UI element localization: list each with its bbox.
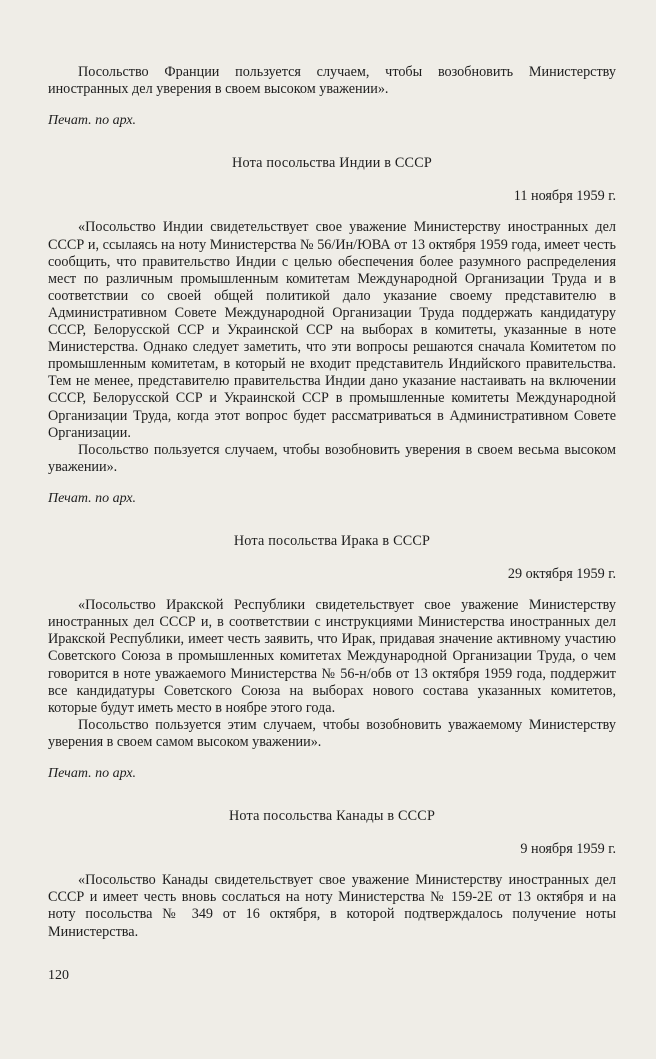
india-note <box>48 155 616 507</box>
note-paragraph: «Посольство Иракской Республики свидетельствует свое уважение Министерству иностранных дел СССР и, в соответствии с инструкциями Министерства иностранных дел Иракской Республики, имеет честь заявить, что Ирак, придавая значение активному участию Советского Союза в промышленных комитетах Международной Организации Труда, о чем говорится в ноте уважаемого Министерства № 56-н/обв от 13 октября 1959 года, поддержит все кандидатуры Советского Союза на выборах нового состава указанных комитетов, которые будут иметь место в ноябре этого года. <box>48 597 616 716</box>
french-note-closing: Посольство Франции пользуется случаем, чтобы возобновить Министерству иностранных дел уверения в своем высоком уважении». <box>48 64 616 98</box>
canada-note <box>48 808 616 941</box>
note-date: 11 ноября 1959 г. <box>513 188 616 205</box>
page-number: 120 <box>48 968 69 983</box>
note-paragraph: «Посольство Канады свидетельствует свое уважение Министерству иностранных дел СССР и имеет честь вновь сослаться на ноту Министерства № 159-2Е от 13 октября и на ноту посольства № 349 от 16 октября, в которой подтверждалось получение ноты Министерства. <box>48 872 616 940</box>
source-citation: Печат. по арх. <box>48 113 137 129</box>
note-date: 9 ноября 1959 г. <box>520 841 616 858</box>
note-paragraph: «Посольство Индии свидетельствует свое уважение Министерству иностранных дел СССР и, ссылаясь на ноту Министерства № 56/Ин/ЮВА от 13 октября 1959 года, имеет честь сообщить, что правительство Индии с целью обеспечения более разумного распределения мест по различным промышленным комитетам Международной Организации Труда и в соответствии со своей общей политикой дало указание своему представителю в Административном Совете Международной Организации Труда поддержать кандидатуру СССР, Белорусской ССР и Украинской ССР на выборах в комитеты, указанные в ноте Министерства. Однако следует заметить, что эти вопросы решаются сначала Комитетом по промышленным комитетам, в который не входит представитель Индийского правительства. Тем не менее, представителю правительства Индии дано указание настаивать на включении СССР, Белорусской ССР и Украинской ССР в промышленные комитеты Международной Организации Труда, когда этот вопрос будет рассматриваться в Административном Совете Организации. <box>48 219 616 441</box>
note-paragraph: Посольство пользуется случаем, чтобы возобновить уверения в своем весьма высоком уважении». <box>48 441 616 475</box>
note-paragraph: Посольство пользуется этим случаем, чтобы возобновить уважаемому Министерству уверения в своем самом высоком уважении». <box>48 716 616 750</box>
source-citation: Печат. по арх. <box>48 766 137 781</box>
note-heading: Нота посольства Канады в СССР <box>228 808 436 825</box>
note-date: 29 октября 1959 г. <box>507 566 616 583</box>
iraq-note <box>48 533 616 782</box>
note-heading: Нота посольства Индии в СССР <box>232 155 432 172</box>
source-citation: Печат. по арх. <box>48 490 137 506</box>
note-heading: Нота посольства Ирака в СССР <box>233 532 431 549</box>
